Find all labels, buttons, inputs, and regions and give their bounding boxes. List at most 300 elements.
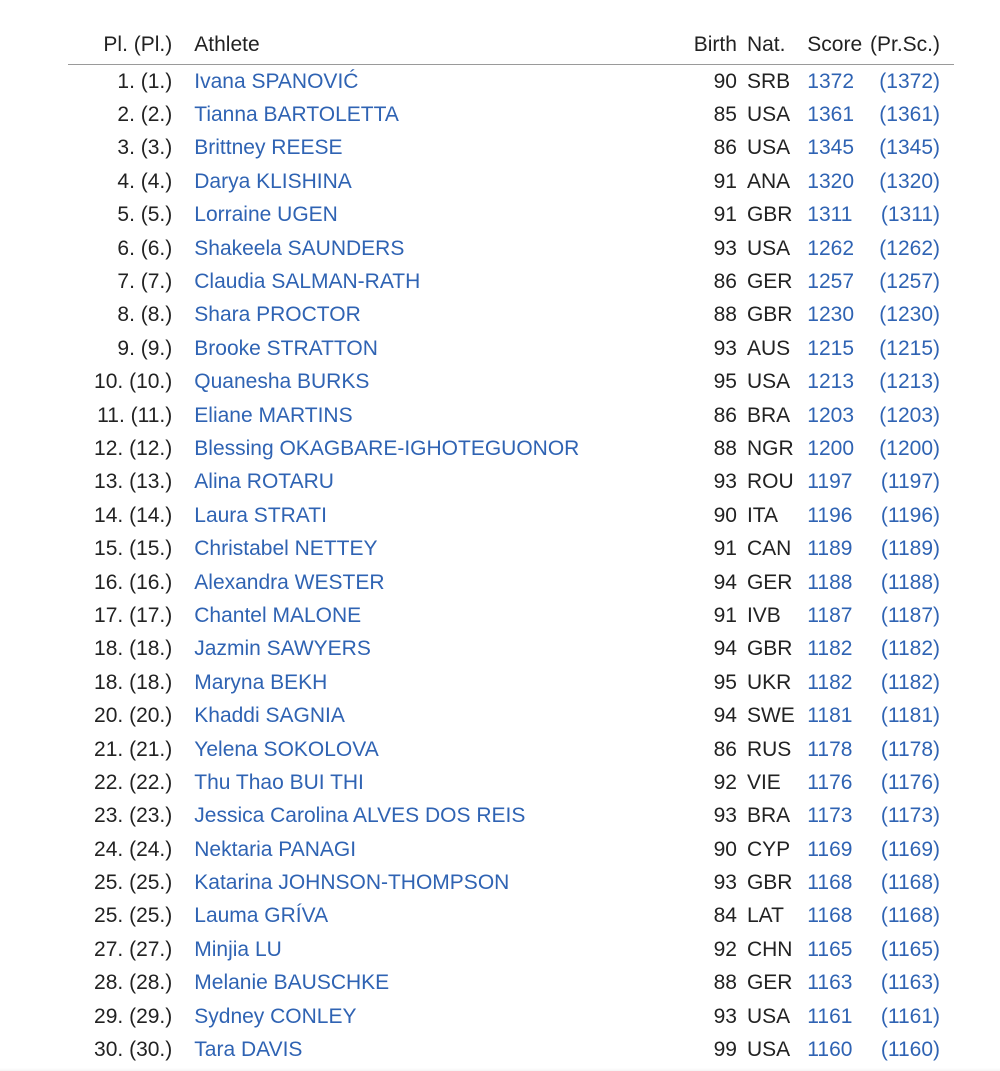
cell-place-cell bbox=[68, 466, 186, 499]
score-cell bbox=[801, 199, 868, 232]
table-row bbox=[68, 800, 954, 833]
cell-place: 28. (28.) bbox=[94, 971, 173, 995]
cell-nationality-cell bbox=[739, 633, 801, 666]
score-link[interactable]: 1182 bbox=[807, 637, 853, 661]
score-link[interactable]: 1168 bbox=[807, 904, 853, 928]
score-cell bbox=[801, 1033, 868, 1066]
score-link[interactable]: 1188 bbox=[807, 570, 853, 594]
score-link[interactable]: 1181 bbox=[807, 704, 853, 728]
athlete-name-cell bbox=[186, 299, 681, 332]
previous-score-cell bbox=[868, 866, 954, 899]
previous-score-link[interactable]: (1361) bbox=[879, 103, 940, 127]
cell-birth-year: 99 bbox=[713, 1038, 737, 1062]
cell-nationality: GBR bbox=[746, 203, 793, 227]
previous-score-cell bbox=[868, 299, 954, 332]
cell-birth-year-cell bbox=[681, 900, 739, 933]
cell-birth-year: 93 bbox=[713, 470, 737, 494]
cell-nationality-cell bbox=[739, 366, 801, 399]
athlete-name-cell bbox=[186, 165, 681, 198]
athlete-name-link[interactable]: Claudia SALMAN-RATH bbox=[194, 270, 421, 294]
cell-birth-year-cell bbox=[681, 199, 739, 232]
previous-score-link[interactable]: (1215) bbox=[879, 336, 940, 360]
cell-place: 21. (21.) bbox=[94, 737, 173, 761]
score-link[interactable]: 1173 bbox=[807, 804, 853, 828]
cell-nationality-cell bbox=[739, 499, 801, 532]
athlete-name-link[interactable]: Sydney CONLEY bbox=[194, 1004, 357, 1028]
cell-birth-year-cell bbox=[681, 532, 739, 565]
cell-place: 4. (4.) bbox=[117, 169, 173, 193]
table-row bbox=[68, 299, 954, 332]
athlete-name-link[interactable]: Laura STRATI bbox=[194, 503, 327, 527]
table-body bbox=[68, 65, 954, 1067]
cell-birth-year-cell bbox=[681, 800, 739, 833]
cell-place-cell bbox=[68, 332, 186, 365]
cell-place: 25. (25.) bbox=[94, 904, 173, 928]
cell-place: 16. (16.) bbox=[94, 570, 173, 594]
score-cell bbox=[801, 532, 868, 565]
previous-score-link[interactable]: (1178) bbox=[880, 737, 940, 761]
table-row bbox=[68, 98, 954, 131]
athlete-name-cell bbox=[186, 566, 681, 599]
header-row bbox=[68, 26, 954, 65]
score-link[interactable]: 1262 bbox=[807, 236, 855, 260]
previous-score-link[interactable]: (1257) bbox=[879, 270, 940, 294]
cell-place-cell bbox=[68, 399, 186, 432]
athlete-name-link[interactable]: Darya KLISHINA bbox=[194, 169, 352, 193]
cell-nationality-cell bbox=[739, 1033, 801, 1066]
previous-score-cell bbox=[868, 967, 954, 1000]
athlete-name-cell bbox=[186, 800, 681, 833]
score-link[interactable]: 1372 bbox=[807, 69, 855, 93]
cell-birth-year: 86 bbox=[713, 403, 737, 427]
cell-nationality: ITA bbox=[746, 503, 779, 527]
score-link[interactable]: 1197 bbox=[807, 470, 853, 494]
athlete-name-link[interactable]: Minjia LU bbox=[194, 937, 282, 961]
athlete-name-cell bbox=[186, 366, 681, 399]
table-row bbox=[68, 666, 954, 699]
header-athlete[interactable]: Athlete bbox=[186, 26, 681, 65]
cell-nationality: USA bbox=[746, 370, 791, 394]
cell-place: 14. (14.) bbox=[94, 503, 173, 527]
previous-score-link[interactable]: (1168) bbox=[880, 904, 940, 928]
cell-place-cell bbox=[68, 666, 186, 699]
table-row bbox=[68, 232, 954, 265]
cell-nationality: GER bbox=[746, 570, 793, 594]
previous-score-link[interactable]: (1213) bbox=[879, 370, 940, 394]
previous-score-link[interactable]: (1189) bbox=[880, 537, 940, 561]
previous-score-link[interactable]: (1165) bbox=[880, 937, 940, 961]
previous-score-link[interactable]: (1176) bbox=[880, 770, 940, 794]
cell-birth-year: 93 bbox=[713, 804, 737, 828]
score-link[interactable]: 1182 bbox=[807, 670, 853, 694]
score-cell bbox=[801, 733, 868, 766]
previous-score-link[interactable]: (1168) bbox=[880, 871, 940, 895]
cell-birth-year: 92 bbox=[713, 937, 737, 961]
table-row bbox=[68, 699, 954, 732]
score-cell bbox=[801, 265, 868, 298]
score-link[interactable]: 1361 bbox=[807, 103, 855, 127]
cell-place: 24. (24.) bbox=[94, 837, 173, 861]
cell-nationality: USA bbox=[746, 103, 791, 127]
previous-score-link[interactable]: (1182) bbox=[880, 637, 940, 661]
previous-score-link[interactable]: (1203) bbox=[879, 403, 940, 427]
cell-place: 15. (15.) bbox=[94, 537, 173, 561]
athlete-name-link[interactable]: Thu Thao BUI THI bbox=[194, 770, 364, 794]
previous-score-cell bbox=[868, 466, 954, 499]
cell-birth-year-cell bbox=[681, 299, 739, 332]
cell-place: 10. (10.) bbox=[94, 370, 173, 394]
cell-birth-year-cell bbox=[681, 633, 739, 666]
score-cell bbox=[801, 566, 868, 599]
cell-nationality: CHN bbox=[746, 937, 793, 961]
previous-score-link[interactable]: (1196) bbox=[880, 503, 940, 527]
previous-score-cell bbox=[868, 933, 954, 966]
cell-place-cell bbox=[68, 699, 186, 732]
athlete-name-cell bbox=[186, 466, 681, 499]
cell-nationality-cell bbox=[739, 900, 801, 933]
cell-nationality-cell bbox=[739, 232, 801, 265]
cell-nationality: IVB bbox=[746, 603, 781, 627]
cell-nationality: USA bbox=[746, 136, 791, 160]
previous-score-cell bbox=[868, 666, 954, 699]
athlete-name-cell bbox=[186, 967, 681, 1000]
score-link[interactable]: 1200 bbox=[807, 436, 855, 460]
previous-score-cell bbox=[868, 132, 954, 165]
table-row bbox=[68, 332, 954, 365]
score-link[interactable]: 1176 bbox=[807, 770, 853, 794]
athlete-name-link[interactable]: Tianna BARTOLETTA bbox=[194, 103, 399, 127]
cell-birth-year-cell bbox=[681, 399, 739, 432]
athlete-name-link[interactable]: Shakeela SAUNDERS bbox=[194, 236, 405, 260]
score-link[interactable]: 1169 bbox=[807, 837, 853, 861]
athlete-name-cell bbox=[186, 1000, 681, 1033]
cell-place-cell bbox=[68, 132, 186, 165]
athlete-name-cell bbox=[186, 232, 681, 265]
cell-place-cell bbox=[68, 866, 186, 899]
athlete-name-link[interactable]: Shara PROCTOR bbox=[194, 303, 361, 327]
table-row bbox=[68, 766, 954, 799]
athlete-name-link[interactable]: Jessica Carolina ALVES DOS REIS bbox=[194, 804, 526, 828]
previous-score-cell bbox=[868, 833, 954, 866]
cell-nationality-cell bbox=[739, 566, 801, 599]
score-cell bbox=[801, 633, 868, 666]
table-header bbox=[68, 26, 954, 65]
athlete-name-cell bbox=[186, 98, 681, 131]
cell-birth-year: 93 bbox=[713, 336, 737, 360]
score-cell bbox=[801, 132, 868, 165]
cell-place: 30. (30.) bbox=[94, 1038, 173, 1062]
athlete-name-link[interactable]: Tara DAVIS bbox=[194, 1038, 303, 1062]
table-row bbox=[68, 366, 954, 399]
ranking-table bbox=[68, 26, 954, 1067]
cell-nationality-cell bbox=[739, 132, 801, 165]
table-row bbox=[68, 65, 954, 99]
cell-nationality: GER bbox=[746, 971, 793, 995]
previous-score-cell bbox=[868, 900, 954, 933]
cell-birth-year: 90 bbox=[713, 503, 737, 527]
cell-birth-year-cell bbox=[681, 1000, 739, 1033]
cell-nationality: LAT bbox=[746, 904, 784, 928]
athlete-name-cell bbox=[186, 132, 681, 165]
cell-nationality: NGR bbox=[746, 436, 794, 460]
athlete-name-link[interactable]: Eliane MARTINS bbox=[194, 403, 353, 427]
cell-nationality: UKR bbox=[746, 670, 792, 694]
score-cell bbox=[801, 299, 868, 332]
previous-score-link[interactable]: (1161) bbox=[880, 1004, 940, 1028]
cell-nationality-cell bbox=[739, 967, 801, 1000]
cell-nationality: USA bbox=[746, 1038, 791, 1062]
athlete-name-cell bbox=[186, 1033, 681, 1066]
previous-score-link[interactable]: (1200) bbox=[879, 436, 940, 460]
previous-score-cell bbox=[868, 65, 954, 99]
cell-nationality-cell bbox=[739, 332, 801, 365]
cell-nationality-cell bbox=[739, 666, 801, 699]
previous-score-link[interactable]: (1262) bbox=[879, 236, 940, 260]
cell-nationality: CYP bbox=[746, 837, 791, 861]
score-link[interactable]: 1311 bbox=[807, 203, 853, 227]
table-row bbox=[68, 833, 954, 866]
previous-score-link[interactable]: (1372) bbox=[879, 69, 940, 93]
cell-birth-year: 94 bbox=[713, 704, 737, 728]
cell-nationality: AUS bbox=[746, 336, 791, 360]
score-cell bbox=[801, 599, 868, 632]
cell-place: 2. (2.) bbox=[117, 103, 173, 127]
table-row bbox=[68, 399, 954, 432]
score-link[interactable]: 1257 bbox=[807, 270, 855, 294]
cell-place-cell bbox=[68, 532, 186, 565]
table-row bbox=[68, 432, 954, 465]
athlete-name-cell bbox=[186, 432, 681, 465]
cell-nationality: GBR bbox=[746, 637, 793, 661]
cell-nationality: ANA bbox=[746, 169, 791, 193]
score-cell bbox=[801, 833, 868, 866]
previous-score-link[interactable]: (1181) bbox=[880, 704, 940, 728]
previous-score-link[interactable]: (1163) bbox=[880, 971, 940, 995]
cell-place: 27. (27.) bbox=[94, 937, 173, 961]
previous-score-link[interactable]: (1188) bbox=[880, 570, 940, 594]
cell-birth-year-cell bbox=[681, 265, 739, 298]
cell-nationality-cell bbox=[739, 733, 801, 766]
cell-birth-year-cell bbox=[681, 766, 739, 799]
cell-place-cell bbox=[68, 366, 186, 399]
athlete-name-link[interactable]: Quanesha BURKS bbox=[194, 370, 370, 394]
cell-nationality-cell bbox=[739, 532, 801, 565]
cell-nationality-cell bbox=[739, 599, 801, 632]
previous-score-link[interactable]: (1320) bbox=[879, 169, 940, 193]
cell-nationality-cell bbox=[739, 866, 801, 899]
cell-nationality-cell bbox=[739, 432, 801, 465]
score-link[interactable]: 1160 bbox=[807, 1038, 853, 1062]
cell-birth-year-cell bbox=[681, 332, 739, 365]
cell-place-cell bbox=[68, 800, 186, 833]
cell-nationality: GBR bbox=[746, 871, 793, 895]
athlete-name-link[interactable]: Lorraine UGEN bbox=[194, 203, 338, 227]
header-place[interactable]: Pl. (Pl.) bbox=[68, 26, 186, 65]
score-link[interactable]: 1165 bbox=[807, 937, 853, 961]
cell-place: 25. (25.) bbox=[94, 871, 173, 895]
score-link[interactable]: 1196 bbox=[807, 503, 853, 527]
previous-score-link[interactable]: (1345) bbox=[879, 136, 940, 160]
cell-birth-year: 88 bbox=[713, 303, 737, 327]
cell-place: 8. (8.) bbox=[117, 303, 173, 327]
athlete-name-link[interactable]: Alina ROTARU bbox=[194, 470, 334, 494]
cell-nationality-cell bbox=[739, 65, 801, 99]
cell-birth-year-cell bbox=[681, 98, 739, 131]
score-cell bbox=[801, 766, 868, 799]
cell-birth-year: 90 bbox=[713, 837, 737, 861]
score-link[interactable]: 1215 bbox=[807, 336, 855, 360]
score-link[interactable]: 1230 bbox=[807, 303, 855, 327]
score-link[interactable]: 1213 bbox=[807, 370, 855, 394]
cell-place-cell bbox=[68, 900, 186, 933]
cell-nationality-cell bbox=[739, 98, 801, 131]
table-row bbox=[68, 933, 954, 966]
cell-nationality-cell bbox=[739, 199, 801, 232]
cell-nationality: SRB bbox=[746, 69, 791, 93]
previous-score-link[interactable]: (1173) bbox=[880, 804, 940, 828]
cell-place-cell bbox=[68, 265, 186, 298]
cell-birth-year: 91 bbox=[713, 169, 737, 193]
athlete-name-cell bbox=[186, 599, 681, 632]
athlete-name-link[interactable]: Nektaria PANAGI bbox=[194, 837, 357, 861]
cell-place: 3. (3.) bbox=[117, 136, 173, 160]
cell-place: 9. (9.) bbox=[117, 336, 173, 360]
cell-place-cell bbox=[68, 733, 186, 766]
cell-place-cell bbox=[68, 299, 186, 332]
score-link[interactable]: 1189 bbox=[807, 537, 853, 561]
cell-birth-year-cell bbox=[681, 733, 739, 766]
cell-place: 1. (1.) bbox=[117, 69, 173, 93]
score-link[interactable]: 1345 bbox=[807, 136, 855, 160]
cell-place-cell bbox=[68, 232, 186, 265]
score-cell bbox=[801, 399, 868, 432]
athlete-name-link[interactable]: Christabel NETTEY bbox=[194, 537, 378, 561]
cell-birth-year: 94 bbox=[713, 570, 737, 594]
previous-score-link[interactable]: (1169) bbox=[880, 837, 940, 861]
score-cell bbox=[801, 800, 868, 833]
athlete-name-link[interactable]: Blessing OKAGBARE-IGHOTEGUONOR bbox=[194, 436, 580, 460]
score-link[interactable]: 1161 bbox=[807, 1004, 853, 1028]
athlete-name-cell bbox=[186, 900, 681, 933]
athlete-name-link[interactable]: Chantel MALONE bbox=[194, 603, 362, 627]
cell-nationality: USA bbox=[746, 236, 791, 260]
previous-score-link[interactable]: (1187) bbox=[880, 603, 940, 627]
athlete-name-link[interactable]: Lauma GRÍVA bbox=[194, 904, 329, 928]
previous-score-link[interactable]: (1160) bbox=[880, 1038, 940, 1062]
table-row bbox=[68, 466, 954, 499]
athlete-name-link[interactable]: Ivana SPANOVIĆ bbox=[194, 69, 359, 93]
table-row bbox=[68, 499, 954, 532]
cell-birth-year-cell bbox=[681, 933, 739, 966]
previous-score-cell bbox=[868, 1033, 954, 1066]
cell-birth-year-cell bbox=[681, 1033, 739, 1066]
score-link[interactable]: 1178 bbox=[807, 737, 853, 761]
cell-place-cell bbox=[68, 499, 186, 532]
cell-birth-year: 91 bbox=[713, 537, 737, 561]
score-cell bbox=[801, 666, 868, 699]
athlete-name-cell bbox=[186, 265, 681, 298]
athlete-name-link[interactable]: Katarina JOHNSON-THOMPSON bbox=[194, 871, 510, 895]
athlete-name-link[interactable]: Alexandra WESTER bbox=[194, 570, 385, 594]
score-link[interactable]: 1187 bbox=[807, 603, 853, 627]
athlete-name-cell bbox=[186, 866, 681, 899]
athlete-name-link[interactable]: Brooke STRATTON bbox=[194, 336, 378, 360]
athlete-name-link[interactable]: Khaddi SAGNIA bbox=[194, 704, 345, 728]
header-birth[interactable]: Birth bbox=[681, 26, 739, 65]
athlete-name-link[interactable]: Brittney REESE bbox=[194, 136, 343, 160]
previous-score-cell bbox=[868, 432, 954, 465]
previous-score-cell bbox=[868, 599, 954, 632]
score-link[interactable]: 1320 bbox=[807, 169, 855, 193]
cell-nationality: CAN bbox=[746, 537, 792, 561]
previous-score-cell bbox=[868, 633, 954, 666]
cell-birth-year-cell bbox=[681, 499, 739, 532]
cell-place: 22. (22.) bbox=[94, 770, 173, 794]
athlete-name-link[interactable]: Yelena SOKOLOVA bbox=[194, 737, 379, 761]
score-link[interactable]: 1163 bbox=[807, 971, 853, 995]
athlete-name-link[interactable]: Maryna BEKH bbox=[194, 670, 328, 694]
athlete-name-link[interactable]: Melanie BAUSCHKE bbox=[194, 971, 390, 995]
score-cell bbox=[801, 466, 868, 499]
table-row bbox=[68, 199, 954, 232]
previous-score-link[interactable]: (1230) bbox=[879, 303, 940, 327]
table-row bbox=[68, 599, 954, 632]
cell-place: 7. (7.) bbox=[117, 270, 173, 294]
cell-birth-year: 93 bbox=[713, 871, 737, 895]
previous-score-cell bbox=[868, 165, 954, 198]
cell-place-cell bbox=[68, 98, 186, 131]
previous-score-link[interactable]: (1182) bbox=[880, 670, 940, 694]
cell-birth-year-cell bbox=[681, 232, 739, 265]
cell-birth-year-cell bbox=[681, 833, 739, 866]
score-cell bbox=[801, 866, 868, 899]
cell-nationality: VIE bbox=[746, 770, 781, 794]
table-row bbox=[68, 900, 954, 933]
score-cell bbox=[801, 699, 868, 732]
cell-place: 5. (5.) bbox=[117, 203, 173, 227]
header-previous-score[interactable]: (Pr.Sc.) bbox=[868, 26, 954, 65]
header-nationality[interactable]: Nat. bbox=[739, 26, 801, 65]
score-link[interactable]: 1168 bbox=[807, 871, 853, 895]
cell-nationality: USA bbox=[746, 1004, 791, 1028]
cell-birth-year-cell bbox=[681, 432, 739, 465]
previous-score-cell bbox=[868, 766, 954, 799]
previous-score-link[interactable]: (1311) bbox=[880, 203, 940, 227]
previous-score-link[interactable]: (1197) bbox=[880, 470, 940, 494]
athlete-name-cell bbox=[186, 733, 681, 766]
cell-place: 18. (18.) bbox=[94, 670, 173, 694]
cell-place-cell bbox=[68, 432, 186, 465]
athlete-name-cell bbox=[186, 499, 681, 532]
cell-nationality-cell bbox=[739, 833, 801, 866]
previous-score-cell bbox=[868, 699, 954, 732]
cell-birth-year-cell bbox=[681, 65, 739, 99]
athlete-name-cell bbox=[186, 933, 681, 966]
table-row bbox=[68, 967, 954, 1000]
header-score[interactable]: Score bbox=[801, 26, 868, 65]
cell-birth-year-cell bbox=[681, 165, 739, 198]
cell-birth-year: 91 bbox=[713, 603, 737, 627]
score-link[interactable]: 1203 bbox=[807, 403, 855, 427]
athlete-name-link[interactable]: Jazmin SAWYERS bbox=[194, 637, 371, 661]
score-cell bbox=[801, 98, 868, 131]
score-cell bbox=[801, 366, 868, 399]
cell-birth-year: 84 bbox=[713, 904, 737, 928]
athlete-name-cell bbox=[186, 666, 681, 699]
cell-birth-year-cell bbox=[681, 699, 739, 732]
score-cell bbox=[801, 499, 868, 532]
cell-place-cell bbox=[68, 1033, 186, 1066]
